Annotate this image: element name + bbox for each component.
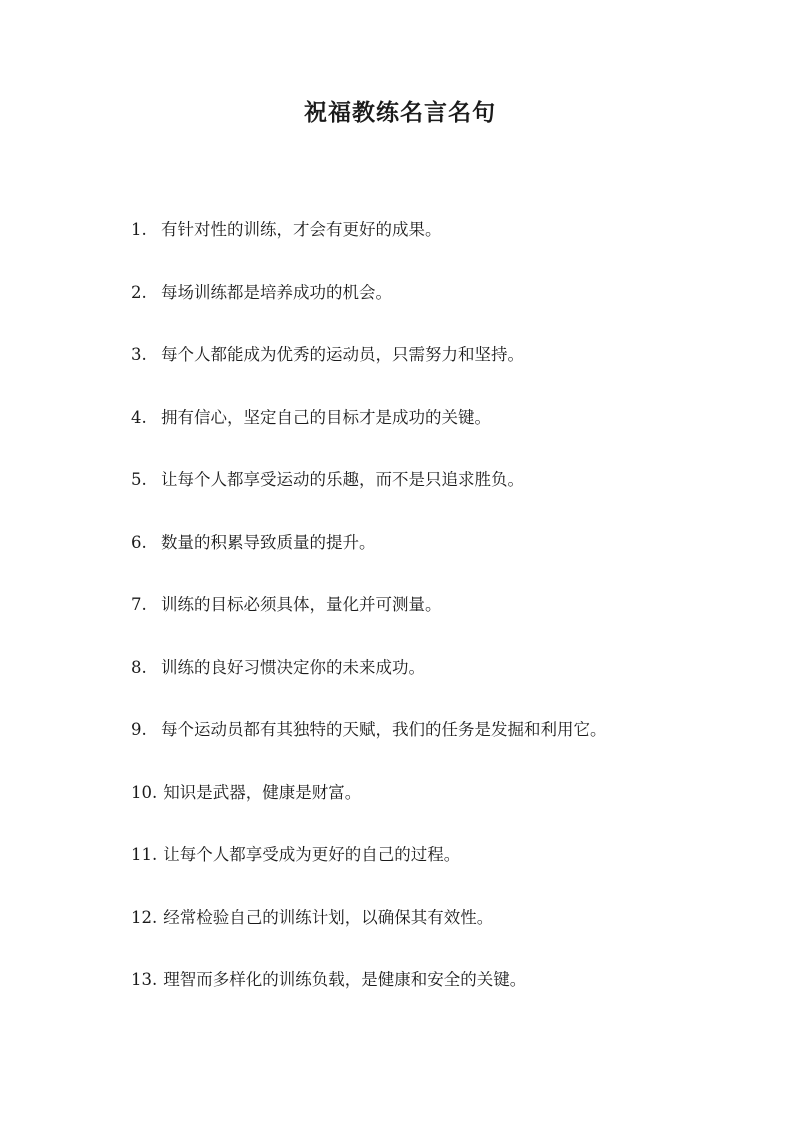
- list-item-number: 2.: [131, 282, 147, 302]
- list-item-number: 7.: [131, 595, 147, 614]
- list-item-text: 训练的良好习惯决定你的未来成功。: [161, 657, 425, 677]
- list-item: [131, 404, 751, 467]
- list-item-text: 有针对性的训练，才会有更好的成果。: [161, 220, 442, 239]
- list-item-number: 13.: [131, 970, 158, 989]
- list-item-number: 8.: [131, 657, 147, 677]
- list-item-number: 6.: [131, 532, 147, 552]
- list-item: [131, 529, 751, 592]
- list-item-text: 经常检验自己的训练计划，以确保其有效性。: [163, 907, 494, 927]
- list-item-number: 3.: [131, 345, 147, 364]
- list-item-text: 让每个人都享受运动的乐趣，而不是只追求胜负。: [161, 470, 524, 489]
- list-item-text: 每个人都能成为优秀的运动员，只需努力和坚持。: [161, 345, 524, 364]
- list-item-number: 12.: [131, 907, 158, 927]
- list-item: [131, 279, 751, 342]
- list-item-text: 让每个人都享受成为更好的自己的过程。: [163, 845, 461, 864]
- list-item-text: 每个运动员都有其独特的天赋，我们的任务是发掘和利用它。: [161, 720, 607, 739]
- list-item-text: 理智而多样化的训练负载，是健康和安全的关键。: [163, 970, 527, 989]
- list-item: [131, 966, 751, 1029]
- quote-list: [131, 216, 751, 1029]
- list-item: [131, 591, 751, 654]
- list-item: [131, 841, 751, 904]
- list-item-text: 训练的目标必须具体，量化并可测量。: [161, 595, 442, 614]
- list-item: [131, 904, 751, 967]
- list-item: [131, 341, 751, 404]
- list-item-text: 数量的积累导致质量的提升。: [161, 532, 376, 552]
- list-item-text: 每场训练都是培养成功的机会。: [161, 282, 392, 302]
- list-item: [131, 654, 751, 717]
- list-item: [131, 716, 751, 779]
- list-item-number: 9.: [131, 720, 147, 739]
- list-item-number: 4.: [131, 407, 147, 427]
- list-item-number: 5.: [131, 470, 147, 489]
- list-item: [131, 216, 751, 279]
- list-item: [131, 779, 751, 842]
- list-item: [131, 466, 751, 529]
- page-title: 祝福教练名言名句: [304, 99, 496, 126]
- list-item-number: 10.: [131, 782, 158, 802]
- list-item-number: 1.: [131, 220, 147, 239]
- list-item-text: 知识是武器，健康是财富。: [163, 782, 362, 802]
- list-item-text: 拥有信心，坚定自己的目标才是成功的关键。: [161, 407, 491, 427]
- list-item-number: 11.: [131, 845, 158, 864]
